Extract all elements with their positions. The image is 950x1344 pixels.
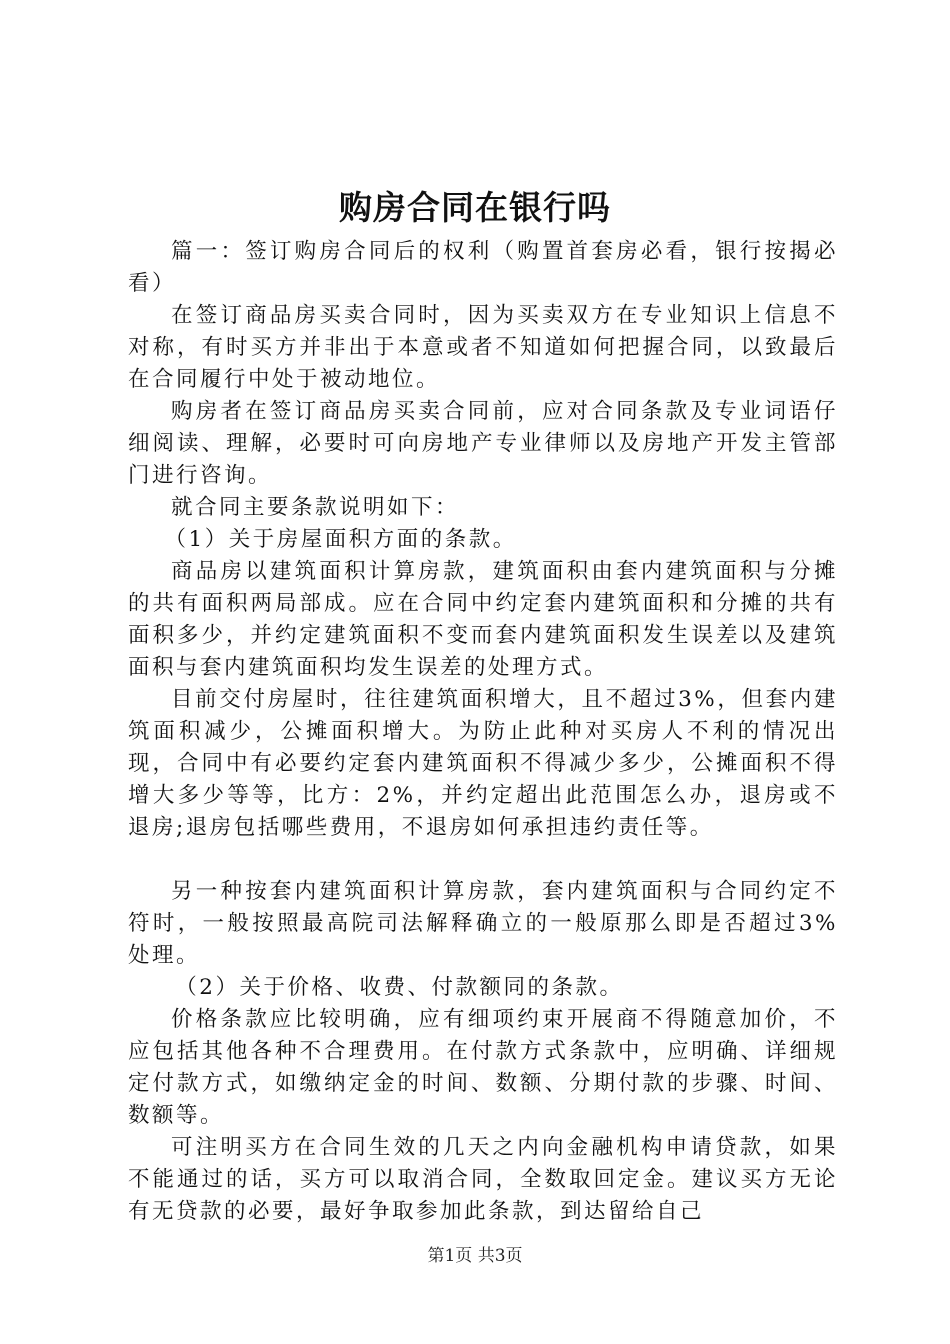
paragraph: 商品房以建筑面积计算房款，建筑面积由套内建筑面积与分摊的共有面积两局部成。应在合同中约定套内建筑面积和分摊的共有面积多少，并约定建筑面积不变而套内建筑面积发生误差以及建筑面积与套内建筑面积均发生误差的处理方式。: [128, 559, 838, 680]
page-title: 购房合同在银行吗: [339, 188, 611, 227]
section-heading-1: （1）关于房屋面积方面的条款。: [164, 527, 517, 552]
paragraph: 就合同主要条款说明如下：: [171, 495, 460, 520]
paragraph: 目前交付房屋时，往往建筑面积增大，且不超过3%，但套内建筑面积减少，公摊面积增大。为防止此种对买房人不利的情况出现，合同中有必要约定套内建筑面积不得减少多少，公摊面积不得增大多少等等，比方：2%，并约定超出此范围怎么办，退房或不退房;退房包括哪些费用，不退房如何承担违约责任等。: [128, 687, 838, 840]
paragraph: 在签订商品房买卖合同时，因为买卖双方在专业知识上信息不对称，有时买方并非出于本意或者不知道如何把握合同，以致最后在合同履行中处于被动地位。: [128, 303, 838, 392]
page-footer: 第1页 共3页: [427, 1246, 523, 1266]
paragraph: 另一种按套内建筑面积计算房款，套内建筑面积与合同约定不符时，一般按照最高院司法解释确立的一般原那么即是否超过3%处理。: [128, 879, 838, 968]
paragraph: 可注明买方在合同生效的几天之内向金融机构申请贷款，如果不能通过的话，买方可以取消合同，全数取回定金。建议买方无论有无贷款的必要，最好争取参加此条款，到达留给自己: [128, 1135, 838, 1224]
paragraph-heading: 篇一：签订购房合同后的权利（购置首套房必看，银行按揭必看）: [128, 239, 838, 296]
paragraph: 购房者在签订商品房买卖合同前，应对合同条款及专业词语仔细阅读、理解，必要时可向房地产专业律师以及房地产开发主管部门进行咨询。: [128, 399, 838, 488]
paragraph: 价格条款应比较明确，应有细项约束开展商不得随意加价，不应包括其他各种不合理费用。在付款方式条款中，应明确、详细规定付款方式，如缴纳定金的时间、数额、分期付款的步骤、时间、数额等。: [128, 1007, 838, 1128]
document-body: [128, 236, 838, 1228]
section-heading-2: （2）关于价格、收费、付款额同的条款。: [175, 975, 624, 1000]
